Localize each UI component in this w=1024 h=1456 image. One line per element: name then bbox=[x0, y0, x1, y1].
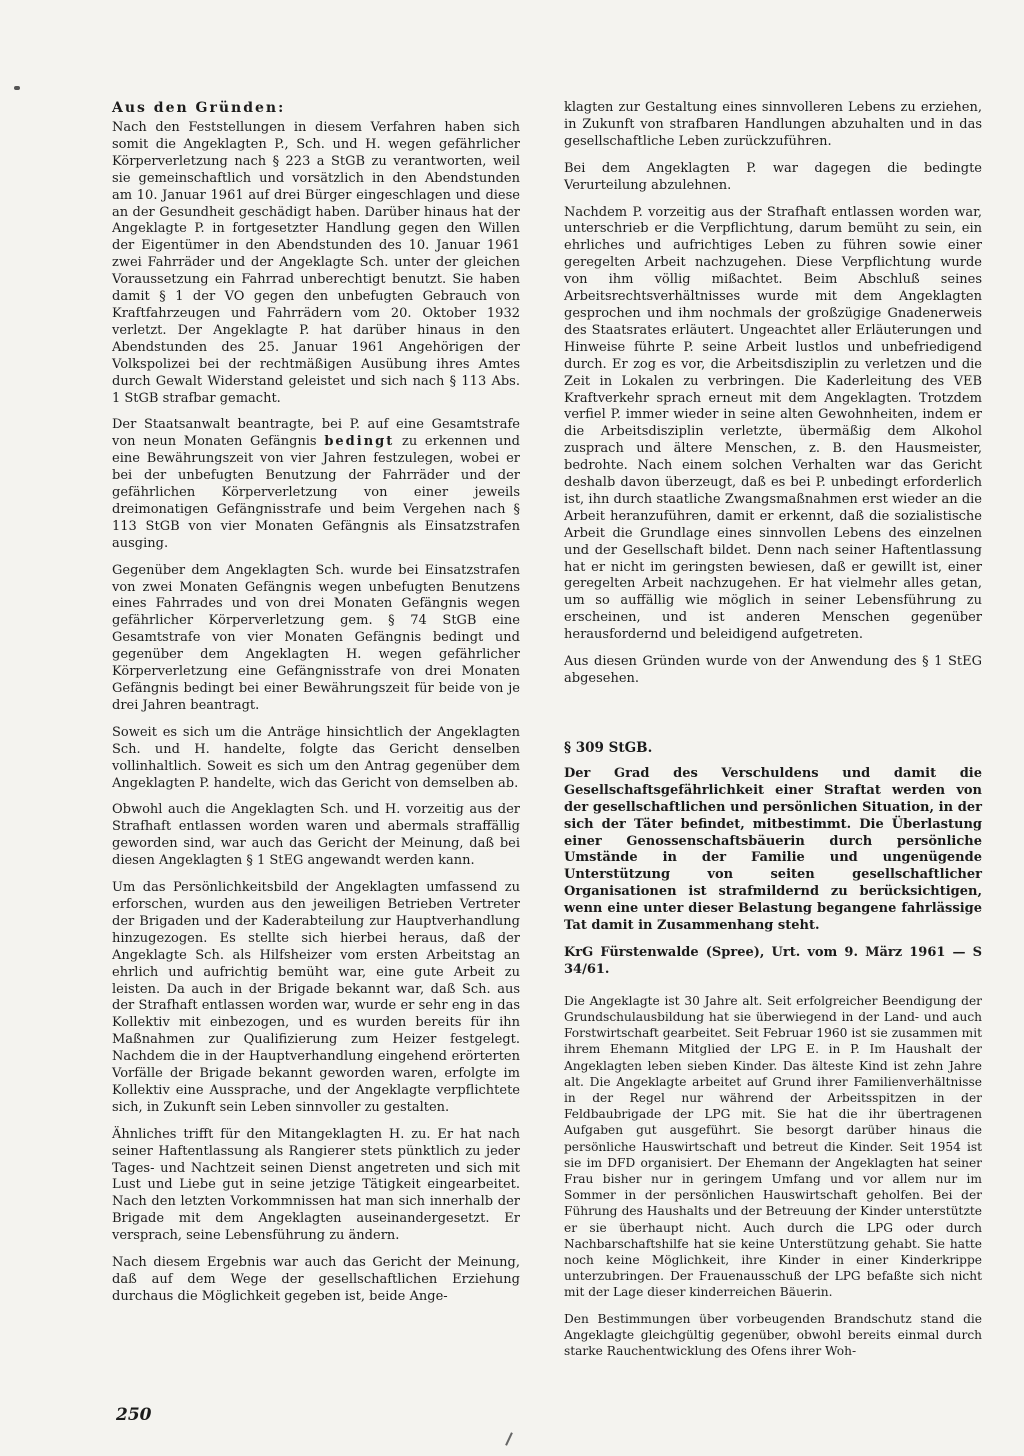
paragraph: Gegenüber dem Angeklagten Sch. wurde bei Einsatzstrafen von zwei Monaten Gefängnis wegen unbefugten Benutzens eines Fahrrades und von drei Monaten Gefängnis wegen gefährlicher Körperverletzung gem. § 74 StGB eine Gesamtstrafe von vier Monaten Gefängnis bedingt und gegenüber dem Angeklagten H. wegen gefährlicher Körperverletzung eine Gefängnisstrafe von drei Monaten Gefängnis bedingt bei einer Bewährungszeit für beide von je drei Jahren beantragt. bbox=[112, 562, 520, 713]
section-heading: Aus den Gründen: bbox=[112, 100, 286, 116]
paragraph-text: zu erkennen und eine Bewährungszeit von vier Jahren festzulegen, wobei er bei der unbefugten Benutzung der Fahrräder und der gefährlichen Körperverletzung von einer jeweils dreimonatigen Gefängnisstrafe und beim Vergehen nach § 113 StGB von vier Monaten Gefängnis als Einsatzstrafen ausging. bbox=[112, 434, 520, 551]
paragraph: Nachdem P. vorzeitig aus der Strafhaft entlassen worden war, unterschrieb er die Verpflichtung, darum bemüht zu sein, ein ehrliches und aufrichtiges Leben zu führen sowie einer geregelten Arbeit nachzugehen. Diese Verpflichtung wurde von ihm völlig mißachtet. Beim Abschluß seines Arbeitsrechtsverhältnisses wurde mit dem Angeklagten gesprochen und ihm nochmals der großzügige Gnadenerweis des Staatsrates erläutert. Ungeachtet aller Erläuterungen und Hinweise führte P. seine Arbeit lustlos und unbefriedigend durch. Er zog es vor, die Arbeitsdisziplin zu verletzen und die Zeit in Lokalen zu verbringen. Die Kaderleitung des VEB Kraftverkehr sprach erneut mit dem Angeklagten. Trotzdem verfiel P. immer wieder in seine alten Gewohnheiten, indem er die Arbeitsdisziplin verletzte, übermäßig dem Alkohol zusprach und ältere Menschen, z. B. den Hausmeister, bedrohte. Nach einem solchen Verhalten war das Gericht deshalb davon überzeugt, daß es bei P. unbedingt erforderlich ist, ihn durch staatliche Zwangsmaßnahmen erst wieder an die Arbeit heranzuführen, damit er erkennt, daß die sozialistische Arbeit die Grundlage eines sinnvollen Lebens des einzelnen und der Gesellschaft bildet. Denn nach seiner Haftentlassung hat er nicht im geringsten bewiesen, daß er gewillt ist, einer geregelten Arbeit nachzugehen. Er hat vielmehr alles getan, um so auffällig wie möglich in seiner Lebensführung zu erscheinen, und ist anderen Menschen gegenüber herausfordernd und beleidigend aufgetreten. bbox=[564, 204, 982, 643]
right-column bbox=[564, 100, 982, 1369]
left-column bbox=[112, 100, 520, 1316]
paragraph: Die Angeklagte ist 30 Jahre alt. Seit erfolgreicher Beendigung der Grundschulausbildung hat sie überwiegend in der Land- und auch Forstwirtschaft gearbeitet. Seit Februar 1960 ist sie zusammen mit ihrem Ehemann Mitglied der LPG E. in P. Im Haushalt der Angeklagten leben sieben Kinder. Das älteste Kind ist zehn Jahre alt. Die Angeklagte arbeitet auf Grund ihrer Familienverhältnisse in der Regel nur während der Arbeitsspitzen in der Feldbaubrigade der LPG mit. Sie hat die ihr übertragenen Aufgaben gut ausgeführt. Sie besorgt darüber hinaus die persönliche Hauswirtschaft und betreut die Kinder. Seit 1954 ist sie im DFD organisiert. Der Ehemann der Angeklagten hat seiner Frau bisher nur in geringem Umfang und vor allem nur im Sommer in der persönlichen Hauswirtschaft geholfen. Bei der Führung des Haushalts und der Betreuung der Kinder unterstützte er sie überhaupt nicht. Auch durch die LPG oder durch Nachbarschaftshilfe hat sie keine Unterstützung gehabt. Sie hatte noch keine Möglichkeit, ihre Kinder in einer Kinderkrippe unterzubringen. Der Frauenausschuß der LPG befaßte sich nicht mit der Lage dieser kinderreichen Bäuerin. bbox=[564, 993, 982, 1300]
statute-reference: § 309 StGB. bbox=[564, 739, 653, 756]
paragraph: Nach den Feststellungen in diesem Verfahren haben sich somit die Angeklagten P., Sch. und H. wegen gefährlicher Körperverletzung nach § 223 a StGB zu verantworten, weil sie gemeinschaftlich und vorsätzlich in den Abendstunden am 10. Januar 1961 auf drei Bürger eingeschlagen und diese an der Gesundheit geschädigt haben. Darüber hinaus hat der Angeklagte P. in fortgesetzter Handlung gegen den Willen der Eigentümer in den Abendstunden des 10. Januar 1961 zwei Fahrräder und der Angeklagte Sch. unter der gleichen Voraussetzung ein Fahrrad unberechtigt benutzt. Sie haben damit § 1 der VO gegen den unbefugten Gebrauch von Kraftfahrzeugen und Fahrrädern vom 20. Oktober 1932 verletzt. Der Angeklagte P. hat darüber hinaus in den Abendstunden des 25. Januar 1961 Angehörigen der Volkspolizei bei der rechtmäßigen Ausübung ihres Amtes durch Gewalt Widerstand geleistet und sich nach § 113 Abs. 1 StGB strafbar gemacht. bbox=[112, 120, 520, 406]
paragraph: Aus diesen Gründen wurde von der Anwendung des § 1 StEG abgesehen. bbox=[564, 654, 982, 686]
paragraph-text: Der Staatsanwalt beantragte, bei P. auf eine Gesamtstrafe von neun Monaten Gefängnis bbox=[112, 417, 520, 450]
emphasis-text: bedingt bbox=[324, 434, 395, 450]
paragraph: Nach diesem Ergebnis war auch das Gericht der Meinung, daß auf dem Wege der gesellschaftlichen Erziehung durchaus die Möglichkeit gegeben ist, beide Ange- bbox=[112, 1255, 520, 1304]
paragraph: Soweit es sich um die Anträge hinsichtlich der Angeklagten Sch. und H. handelte, folgte das Gericht denselben vollinhaltlich. Soweit es sich um den Antrag gegenüber dem Angeklagten P. handelte, wich das Gericht von demselben ab. bbox=[112, 724, 520, 791]
scan-mark bbox=[14, 86, 20, 90]
paragraph: Obwohl auch die Angeklagten Sch. und H. vorzeitig aus der Strafhaft entlassen worden waren und abermals straffällig geworden sind, war auch das Gericht der Meinung, daß bei diesen Angeklagten § 1 StEG angewandt werden kann. bbox=[112, 802, 520, 869]
headnote: Der Grad des Verschuldens und damit die Gesellschaftsgefährlichkeit einer Straftat werden von der gesellschaftlichen und persönlichen Situation, in der sich der Täter befindet, mitbestimmt. Die Überlastung einer Genossenschaftsbäuerin durch persönliche Umstände in der Familie und ungenügende Unterstützung von seiten gesellschaftlicher Organisationen ist strafmildernd zu berücksichtigen, wenn eine unter dieser Belastung begangene fahrlässige Tat damit in Zusammenhang steht. bbox=[564, 765, 982, 934]
scan-mark bbox=[505, 1432, 513, 1446]
paragraph bbox=[112, 417, 520, 552]
paragraph: klagten zur Gestaltung eines sinnvolleren Lebens zu erziehen, in Zukunft von strafbaren Handlungen abzuhalten und in das gesellschaftliche Leben zurückzuführen. bbox=[564, 100, 982, 149]
page-number: 250 bbox=[116, 1405, 152, 1425]
paragraph: Um das Persönlichkeitsbild der Angeklagten umfassend zu erforschen, wurden aus den jeweiligen Betrieben Vertreter der Brigaden und der Kaderabteilung zur Hauptverhandlung hinzugezogen. Es stellte sich hierbei heraus, daß der Angeklagte Sch. als Hilfsheizer vom ersten Arbeitstag an ehrlich und aufrichtig bemüht war, eine gute Arbeit zu leisten. Da auch in der Brigade bekannt war, daß Sch. aus der Strafhaft entlassen worden war, wurde er sehr eng in das Kollektiv mit einbezogen, und es wurden bereits für ihn Maßnahmen zur Qualifizierung zum Heizer festgelegt. Nachdem die in der Hauptverhandlung eingehend erörterten Vorfälle der Brigade bekannt geworden waren, erfolgte im Kollektiv eine Aussprache, und der Angeklagte verpflichtete sich, in Zukunft sein Leben sinnvoller zu gestalten. bbox=[112, 880, 520, 1115]
court-citation: KrG Fürstenwalde (Spree), Urt. vom 9. März 1961 — S 34/61. bbox=[564, 944, 982, 977]
paragraph: Bei dem Angeklagten P. war dagegen die bedingte Verurteilung abzulehnen. bbox=[564, 160, 982, 193]
paragraph: Ähnliches trifft für den Mitangeklagten H. zu. Er hat nach seiner Haftentlassung als Rangierer stets pünktlich zu jeder Tages- und Nachtzeit seinen Dienst angetreten und sich mit Lust und Liebe gut in seine jetzige Tätigkeit eingearbeitet. Nach den letzten Vorkommnissen hat man sich innerhalb der Brigade mit dem Angeklagten auseinandergesetzt. Er versprach, seine Lebensführung zu ändern. bbox=[112, 1126, 520, 1244]
paragraph: Den Bestimmungen über vorbeugenden Brandschutz stand die Angeklagte gleichgültig gegenüber, obwohl bereits einmal durch starke Rauchentwicklung des Ofens ihrer Woh- bbox=[564, 1311, 982, 1359]
